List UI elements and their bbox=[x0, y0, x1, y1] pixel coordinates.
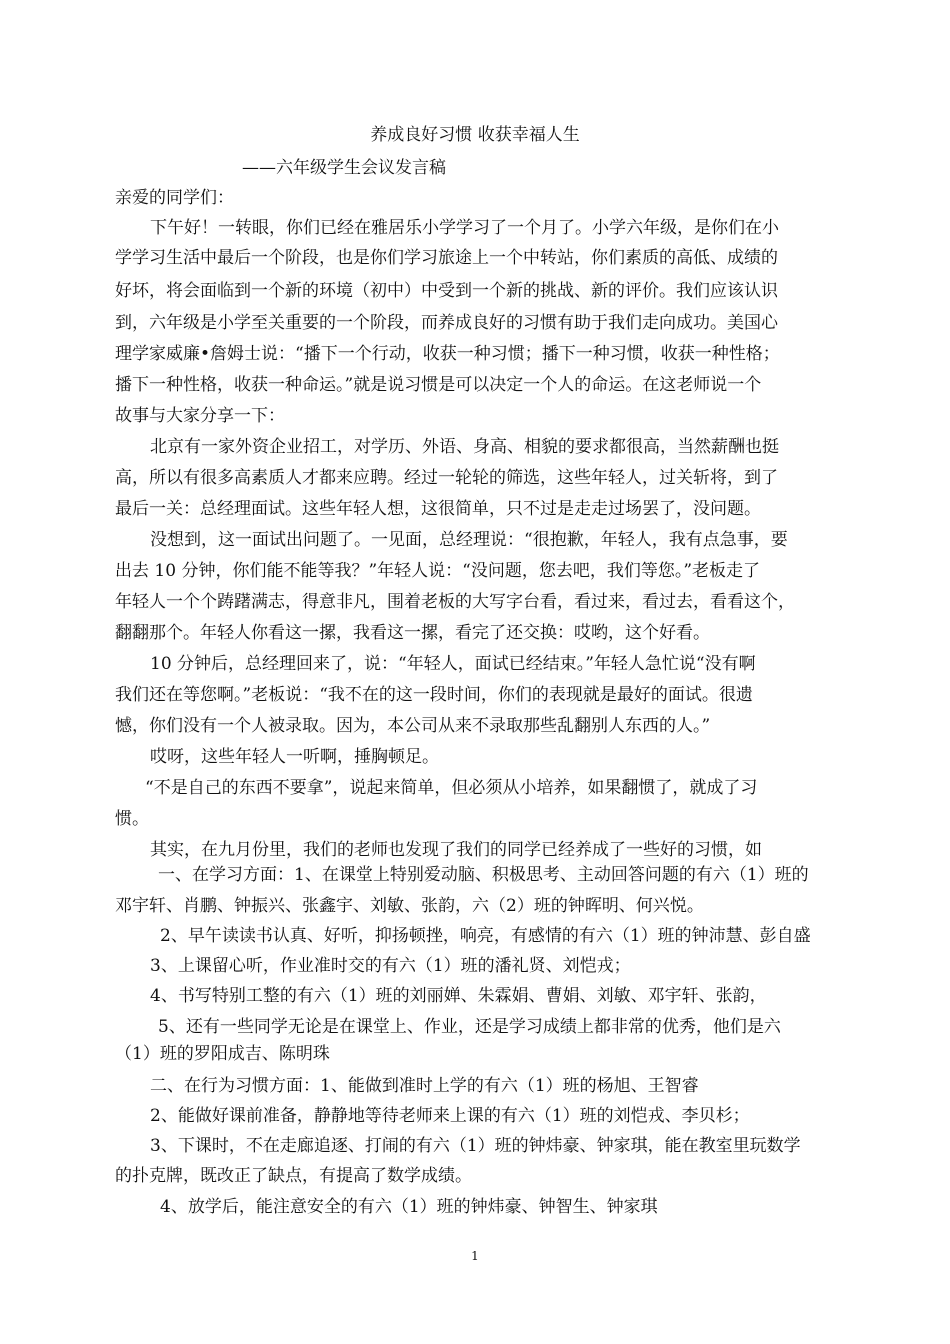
body-line: 高，所以有很多高素质人才都来应聘。经过一轮轮的筛选，这些年轻人，过关斩将，到了 bbox=[115, 468, 778, 488]
body-line: 一、在学习方面：1、在课堂上特别爱动脑、积极思考、主动回答问题的有六（1）班的 bbox=[158, 865, 809, 885]
body-line: 学学习生活中最后一个阶段，也是你们学习旅途上一个中转站，你们素质的高低、成绩的 bbox=[115, 248, 778, 268]
body-line: 出去 10 分钟，你们能不能等我？”年轻人说：“没问题，您去吧，我们等您。”老板走了 bbox=[115, 561, 761, 581]
body-line: 3、下课时，不在走廊追逐、打闹的有六（1）班的钟炜豪、钟家琪，能在教室里玩数学 bbox=[150, 1136, 801, 1156]
body-line: 没想到，这一面试出问题了。一见面，总经理说：“很抱歉，年轻人，我有点急事，要 bbox=[150, 530, 788, 550]
body-line: （1）班的罗阳成吉、陈明珠 bbox=[115, 1044, 330, 1064]
body-line: 邓宇轩、肖鹏、钟振兴、张鑫宇、刘敏、张韵，六（2）班的钟晖明、何兴悦。 bbox=[115, 896, 704, 916]
body-line: 我们还在等您啊。”老板说：“我不在的这一段时间，你们的表现就是最好的面试。很遗 bbox=[115, 685, 753, 705]
body-line: 年轻人一个个踌躇满志，得意非凡，围着老板的大写字台看，看过来，看过去，看看这个， bbox=[115, 592, 795, 612]
body-line: 4、书写特别工整的有六（1）班的刘丽婵、朱霖娟、曹娟、刘敏、邓宇轩、张韵， bbox=[150, 986, 767, 1006]
body-line: 北京有一家外资企业招工，对学历、外语、身高、相貌的要求都很高，当然薪酬也挺 bbox=[150, 437, 779, 457]
body-line: 的扑克牌，既改正了缺点，有提高了数学成绩。 bbox=[115, 1166, 472, 1186]
body-line: 2、能做好课前准备，静静地等待老师来上课的有六（1）班的刘恺戎、李贝杉； bbox=[150, 1106, 750, 1126]
document-subtitle: ——六年级学生会议发言稿 bbox=[242, 158, 446, 178]
body-line: 3、上课留心听，作业准时交的有六（1）班的潘礼贤、刘恺戎； bbox=[150, 956, 631, 976]
body-line: 2、早午读读书认真、好听，抑扬顿挫，响亮，有感情的有六（1）班的钟沛慧、彭自盛 bbox=[160, 926, 811, 946]
body-line: 5、还有一些同学无论是在课堂上、作业，还是学习成绩上都非常的优秀，他们是六 bbox=[158, 1017, 781, 1037]
body-line: 理学家威廉•詹姆士说：“播下一个行动，收获一种习惯；播下一种习惯，收获一种性格； bbox=[115, 344, 780, 364]
body-line: 憾，你们没有一个人被录取。因为，本公司从来不录取那些乱翻别人东西的人。” bbox=[115, 716, 711, 736]
body-line: 下午好！一转眼，你们已经在雅居乐小学学习了一个月了。小学六年级，是你们在小 bbox=[150, 218, 779, 238]
body-line: 4、放学后，能注意安全的有六（1）班的钟炜豪、钟智生、钟家琪 bbox=[160, 1197, 658, 1217]
document-title: 养成良好习惯 收获幸福人生 bbox=[370, 125, 580, 145]
body-line: 10 分钟后，总经理回来了，说：“年轻人，面试已经结束。”年轻人急忙说“没有啊 bbox=[150, 654, 756, 674]
body-line: 亲爱的同学们： bbox=[115, 188, 234, 208]
body-line: 哎呀，这些年轻人一听啊，捶胸顿足。 bbox=[150, 747, 439, 767]
body-line: 故事与大家分享一下： bbox=[115, 406, 285, 426]
body-line: 翻翻那个。年轻人你看这一摞，我看这一摞，看完了还交换：哎哟，这个好看。 bbox=[115, 623, 710, 643]
body-line: 其实，在九月份里，我们的老师也发现了我们的同学已经养成了一些好的习惯，如 bbox=[150, 840, 762, 860]
body-line: 惯。 bbox=[115, 809, 149, 829]
body-line: 最后一关：总经理面试。这些年轻人想，这很简单，只不过是走走过场罢了，没问题。 bbox=[115, 499, 761, 519]
body-line: 播下一种性格，收获一种命运。”就是说习惯是可以决定一个人的命运。在这老师说一个 bbox=[115, 375, 762, 395]
body-line: 到，六年级是小学至关重要的一个阶段，而养成良好的习惯有助于我们走向成功。美国心 bbox=[115, 313, 778, 333]
body-line: 二、在行为习惯方面：1、能做到准时上学的有六（1）班的杨旭、王智睿 bbox=[150, 1076, 699, 1096]
body-line: “不是自己的东西不要拿”，说起来简单，但必须从小培养，如果翻惯了，就成了习 bbox=[145, 778, 758, 798]
page-number: 1 bbox=[471, 1249, 479, 1263]
body-line: 好坏，将会面临到一个新的环境（初中）中受到一个新的挑战、新的评价。我们应该认识 bbox=[115, 281, 778, 301]
